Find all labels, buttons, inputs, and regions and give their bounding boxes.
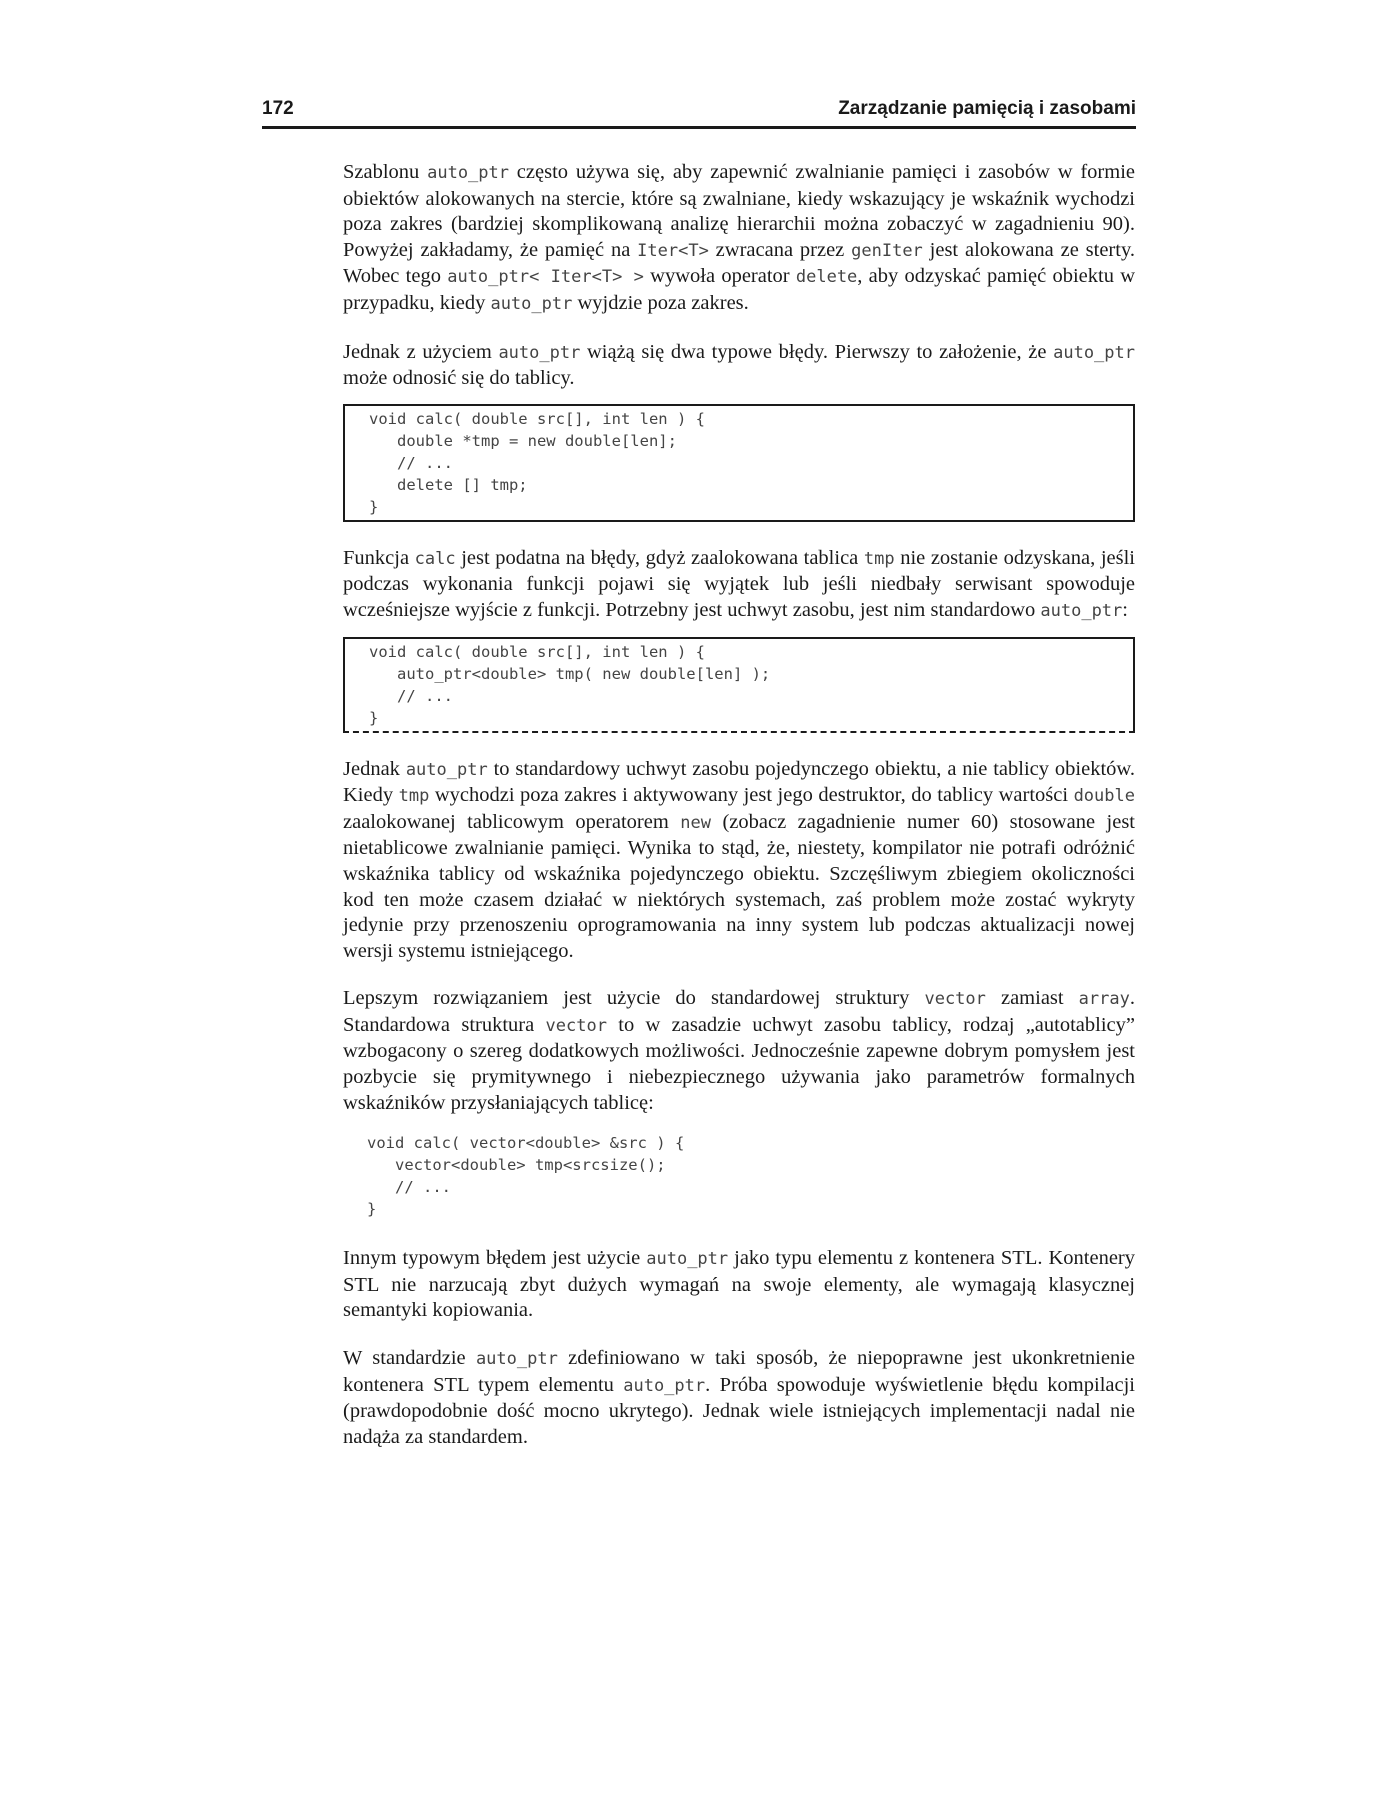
text: . Próba spowoduje wyświetlenie błędu kompilacji (prawdopodobnie dość mocno ukrytego). Jednak wiele istniejących implementacji nadal nie nadąża za standardem. — [343, 1373, 1135, 1448]
text: (zobacz zagadnienie numer 60) stosowane jest nietablicowe zwalnianie pamięci. Wynika to stąd, że, niestety, kompilator nie potrafi odróżnić wskaźnika tablicy od wskaźnika pojedynczego obiektu. Szczęśliwym zbiegiem okoliczności kod ten może czasem działać w niektórych systemach, zaś problem może zostać wykryty jedynie przy przenoszeniu oprogramowania na inny system lub podczas aktualizacji nowej wersji systemu istniejącego. — [343, 810, 1135, 962]
code-line: delete [] tmp; — [369, 475, 528, 494]
inline-code: new — [680, 812, 711, 833]
inline-code: auto_ptr — [475, 1349, 558, 1370]
code-line: void calc( double src[], int len ) { — [369, 409, 705, 428]
inline-code: calc — [414, 548, 456, 569]
code-line: } — [369, 497, 379, 516]
text: jest alokowana ze sterty. Wobec tego — [343, 238, 1135, 288]
text: . Standardowa struktura — [343, 987, 1135, 1036]
inline-code: auto_ptr — [1040, 600, 1123, 621]
inline-code: delete — [795, 267, 858, 288]
text: Lepszym rozwiązaniem jest użycie do standardowej struktury — [343, 987, 925, 1010]
paragraph-5 — [343, 986, 1135, 1116]
text: zwracana przez — [708, 238, 852, 261]
paragraph-1 — [343, 160, 1135, 318]
text: Funkcja — [343, 546, 415, 569]
text: może odnosić się do tablicy. — [343, 367, 575, 390]
text: Jednak z użyciem — [343, 340, 499, 363]
paragraph-2 — [343, 340, 1135, 392]
inline-code: tmp — [863, 548, 895, 569]
text: wychodzi poza zakres i aktywowany jest jego destruktor, do tablicy wartości — [429, 784, 1074, 807]
code-line: vector<double> tmp<srcsize(); — [367, 1156, 666, 1175]
text: Innym typowym błędem jest użycie — [343, 1247, 647, 1270]
paragraph-4 — [343, 757, 1135, 965]
text: wywoła operator — [643, 265, 796, 288]
inline-code: Iter<T> — [637, 240, 709, 261]
code-line: double *tmp = new double[len]; — [369, 431, 677, 450]
text: jest podatna na błędy, gdyż zaalokowana tablica — [455, 546, 864, 569]
code-line: void calc( double src[], int len ) { — [369, 642, 705, 661]
code-line: auto_ptr<double> tmp( new double[len] ); — [369, 664, 771, 683]
code-line: } — [369, 708, 379, 727]
code-block-3 — [343, 1130, 1135, 1222]
paragraph-3 — [343, 546, 1135, 625]
paragraph-7 — [343, 1346, 1135, 1450]
code-block-1 — [343, 404, 1135, 522]
page-body — [343, 160, 1135, 1472]
inline-code: vector — [545, 1015, 607, 1036]
code-line: // ... — [367, 1178, 451, 1197]
inline-code: array — [1078, 989, 1130, 1010]
code-line: void calc( vector<double> &src ) { — [367, 1134, 685, 1153]
inline-code: tmp — [398, 786, 430, 807]
code-block-2 — [343, 637, 1135, 733]
text: jako typu elementu z kontenera STL. Kontenery STL nie narzucają zbyt dużych wymagań na swoje elementy, ale wymagają klasycznej semantyki kopiowania. — [343, 1247, 1135, 1322]
text: zaalokowanej tablicowym operatorem — [343, 810, 681, 833]
inline-code: auto_ptr — [490, 293, 573, 314]
text: to w zasadzie uchwyt zasobu tablicy, rodzaj „autotablicy” wzbogacony o szereg dodatkowych możliwości. Jednocześnie zapewne dobrym pomysłem jest pozbycie się prymitywnego i niebezpiecznego używania jako parametrów formalnych wskaźników przysłaniających tablicę: — [343, 1013, 1135, 1114]
text: często używa się, aby zapewnić zwalnianie pamięci i zasobów w formie obiektów alokowanych na stercie, które są zwalniane, kiedy wskazujący je wskaźnik wychodzi poza zakres (bardziej skomplikowaną analizę hierarchii można zobaczyć w zagadnieniu 90). Powyżej zakładamy, że pamięć na — [343, 161, 1135, 261]
inline-code: auto_ptr< Iter<T> > — [447, 267, 644, 288]
inline-code: auto_ptr — [646, 1249, 729, 1270]
code-line: // ... — [369, 453, 453, 472]
running-header — [262, 96, 1136, 129]
text: Szablonu — [343, 161, 428, 183]
code-line: // ... — [369, 686, 453, 705]
paragraph-6 — [343, 1246, 1135, 1324]
text: W standardzie — [343, 1347, 476, 1370]
inline-code: vector — [924, 989, 986, 1010]
text: wyjdzie poza zakres. — [572, 291, 749, 314]
page-number: 172 — [262, 98, 294, 119]
text: wiążą się dwa typowe błędy. Pierwszy to założenie, że — [580, 340, 1054, 363]
code-line: } — [367, 1200, 377, 1219]
text: Jednak — [343, 757, 406, 780]
inline-code: auto_ptr — [498, 342, 581, 363]
inline-code: auto_ptr — [623, 1375, 706, 1396]
text: : — [1122, 598, 1128, 621]
chapter-title: Zarządzanie pamięcią i zasobami — [838, 98, 1136, 119]
text: zamiast — [985, 987, 1079, 1010]
inline-code: double — [1073, 786, 1135, 807]
text: to standardowy uchwyt zasobu pojedynczego obiektu, a nie tablicy obiektów. Kiedy — [343, 757, 1135, 807]
inline-code: genIter — [851, 240, 923, 261]
inline-code: auto_ptr — [427, 163, 509, 183]
text: , aby odzyskać pamięć obiektu w przypadku, kiedy — [343, 265, 1136, 314]
text: nie zostanie odzyskana, jeśli podczas wykonania funkcji pojawi się wyjątek lub jeśli niedbały serwisant spowoduje wcześniejsze wyjście z funkcji. Potrzebny jest uchwyt zasobu, jest nim standardowo — [343, 546, 1135, 621]
inline-code: auto_ptr — [1053, 342, 1135, 363]
inline-code: auto_ptr — [405, 759, 488, 780]
text: zdefiniowano w taki sposób, że niepoprawne jest ukonkretnienie kontenera STL typem elementu — [343, 1347, 1135, 1396]
